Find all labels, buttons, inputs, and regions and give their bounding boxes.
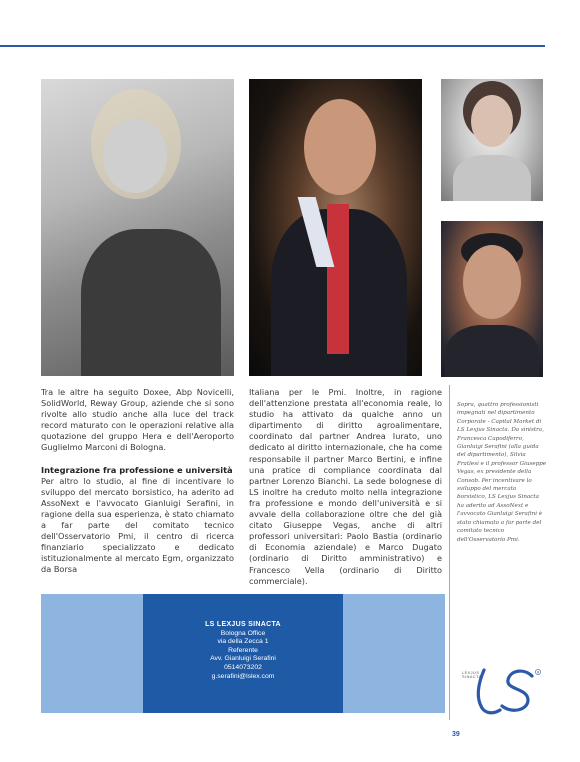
contact-role: Referente bbox=[228, 646, 258, 654]
caption-divider bbox=[449, 385, 450, 720]
contact-person: Avv. Gianluigi Serafini bbox=[210, 655, 276, 663]
photo-woman-glasses bbox=[41, 79, 234, 376]
paragraph: Per altro lo studio, al fine di incentivare lo sviluppo del mercato borsistico, ha aderito ad AssoNext e l'avvocato Gianluigi Serafini, in ragione della sua esperienza, è stato chiamato a far parte del comitato tecnico dell'Osservatorio Pmi, il centro di ricerca finanziario specializzato e dedicato istituzionalmente al mercato Egm, organizzato da Borsa bbox=[41, 475, 234, 575]
paragraph: Italiana per le Pmi. Inoltre, in ragione dell'attenzione prestata all'economia reale, lo studio ha attivato da qualche anno un dipartimento di diritto agroalimentare, coordinato dal partner Andrea Iurato, uno dedicato al diritto internazionale, che ha come responsabile il partner Marco Bertini, e infine una pratice di compliance coordinata dal partner Lorenzo Bianchi. La sede bolognese di LS inoltre ha creduto molto nella integrazione fra professione e mondo dell'università e si avvale della collaborazione oltre che del già citato Giuseppe Vegas, anche di altri professori universitari: Paolo Bastia (ordinario di Economia aziendale) e Marco Dugato (ordinario di Diritto amministrativo) e Francesco Vella (ordinario di Diritto commerciale). bbox=[249, 387, 442, 586]
logo-wordmark-line2: SINACTA bbox=[462, 675, 482, 680]
photo-caption: Sopra, quattro professionisti impegnati nel dipartimento Corporate - Capital Market di LS Lexjus Sinacta. Da sinistra, Francesca Capodiferro, Gianluigi Serafini (alla guida del dipartimento), Silvia Fratlesi e il professor Giuseppe Vegas, ex presidente della Consob. Per incentivare lo sviluppo del mercato borsistico, LS Lexjus Sinacta ha aderito ad AssoNext e l'avvocato Gianluigi Serafini è stato chiamato a far parte del comitato tecnico dell'Osservatorio Pmi. bbox=[457, 402, 547, 543]
photo-man-glasses bbox=[441, 221, 543, 377]
contact-email[interactable]: g.serafini@lslex.com bbox=[211, 672, 275, 680]
contact-box bbox=[143, 621, 343, 681]
article-column-1 bbox=[41, 387, 234, 576]
contact-band-right bbox=[343, 594, 445, 713]
svg-text:R: R bbox=[536, 670, 540, 675]
contact-firm-name: LS LEXJUS SINACTA bbox=[205, 621, 281, 628]
contact-phone: 0514073202 bbox=[224, 663, 262, 671]
article-column-2 bbox=[249, 387, 442, 587]
contact-address: via della Zecca 1 bbox=[217, 638, 269, 646]
page-number: 39 bbox=[452, 731, 460, 738]
photo-woman-smiling bbox=[441, 79, 543, 201]
section-subheading: Integrazione fra professione e università bbox=[41, 464, 233, 475]
logo-wordmark-line1: LEXJUS bbox=[462, 671, 480, 675]
contact-office: Bologna Office bbox=[220, 629, 266, 637]
contact-band-left bbox=[41, 594, 143, 713]
photo-man-red-tie bbox=[249, 79, 422, 376]
ls-logo bbox=[462, 664, 548, 716]
paragraph: Tra le altre ha seguito Doxee, Abp Novicelli, SolidWorld, Reway Group, aziende che si sono rivolte allo studio anche alla luce del track record maturato con le operazioni relative alla quotazione del gruppo Hera e dell'Aeroporto Guglielmo Marconi di Bologna. bbox=[41, 387, 234, 453]
header-rule bbox=[0, 45, 545, 47]
